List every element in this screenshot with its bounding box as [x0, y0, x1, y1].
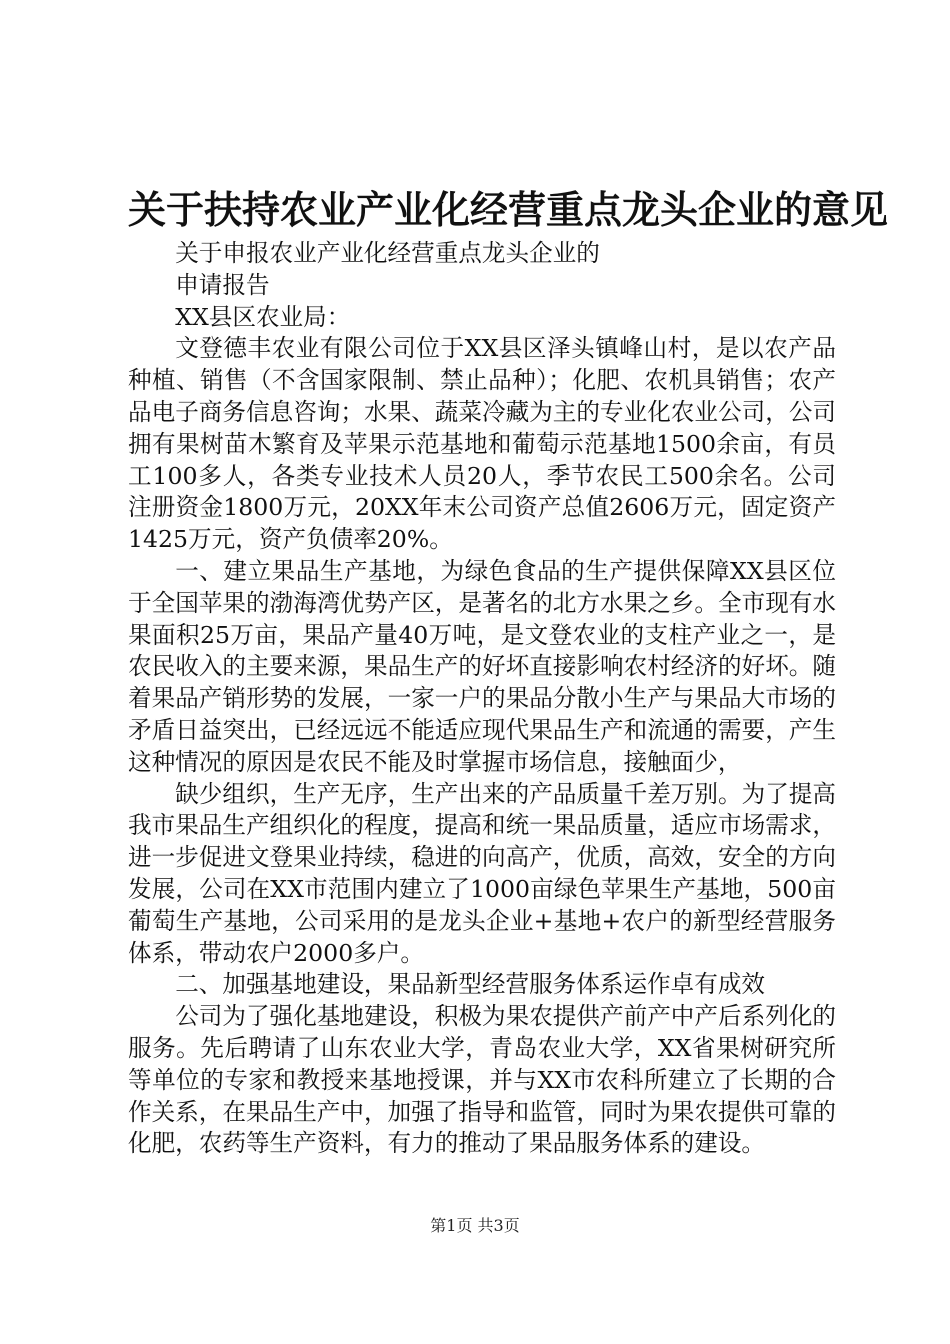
- paragraph-section-2: 公司为了强化基地建设，积极为果农提供产前产中产后系列化的服务。先后聘请了山东农业大学，青岛农业大学，XX省果树研究所等单位的专家和教授来基地授课，并与XX市农科所建立了长期的合作关系，在果品生产中，加强了指导和监管，同时为果农提供可靠的化肥，农药等生产资料，有力的推动了果品服务体系的建设。: [128, 1002, 836, 1158]
- paragraph-section-1: 一、建立果品生产基地，为绿色食品的生产提供保障XX县区位于全国苹果的渤海湾优势产区，是著名的北方水果之乡。全市现有水果面积25万亩，果品产量40万吨，是文登农业的支柱产业之一，是农民收入的主要来源，果品生产的好坏直接影响农村经济的好坏。随着果品产销形势的发展，一家一户的果品分散小生产与果品大市场的矛盾日益突出，已经远远不能适应现代果品生产和流通的需要，产生这种情况的原因是农民不能及时掌握市场信息，接触面少，: [128, 556, 836, 776]
- paragraph-company-intro: 文登德丰农业有限公司位于XX县区泽头镇峰山村，是以农产品种植、销售（不含国家限制、禁止品种）；化肥、农机具销售；农产品电子商务信息咨询；水果、蔬菜冷藏为主的专业化农业公司，公司拥有果树苗木繁育及苹果示范基地和葡萄示范基地1500余亩，有员工100多人，各类专业技术人员20人，季节农民工500余名。公司注册资金1800万元，20XX年末公司资产总值2606万元，固定资产1425万元，资产负债率20%。: [128, 334, 836, 554]
- section-2-heading: 二、加强基地建设，果品新型经营服务体系运作卓有成效: [175, 970, 766, 999]
- salutation: XX县区农业局：: [175, 302, 351, 331]
- subtitle-line-1: 关于申报农业产业化经营重点龙头企业的: [175, 239, 600, 267]
- document-title: 关于扶持农业产业化经营重点龙头企业的意见: [128, 187, 889, 232]
- page-footer: 第1页 共3页: [430, 1216, 520, 1235]
- document-body: [128, 238, 836, 1160]
- subtitle-line-2: 申请报告: [175, 270, 270, 299]
- paragraph-section-1-continued: 缺少组织，生产无序，生产出来的产品质量千差万别。为了提高我市果品生产组织化的程度，提高和统一果品质量，适应市场需求，进一步促进文登果业持续，稳进的向高产，优质，高效，安全的方向发展，公司在XX市范围内建立了1000亩绿色苹果生产基地，500亩葡萄生产基地，公司采用的是龙头企业+基地+农户的新型经营服务体系，带动农户2000多户。: [128, 779, 836, 967]
